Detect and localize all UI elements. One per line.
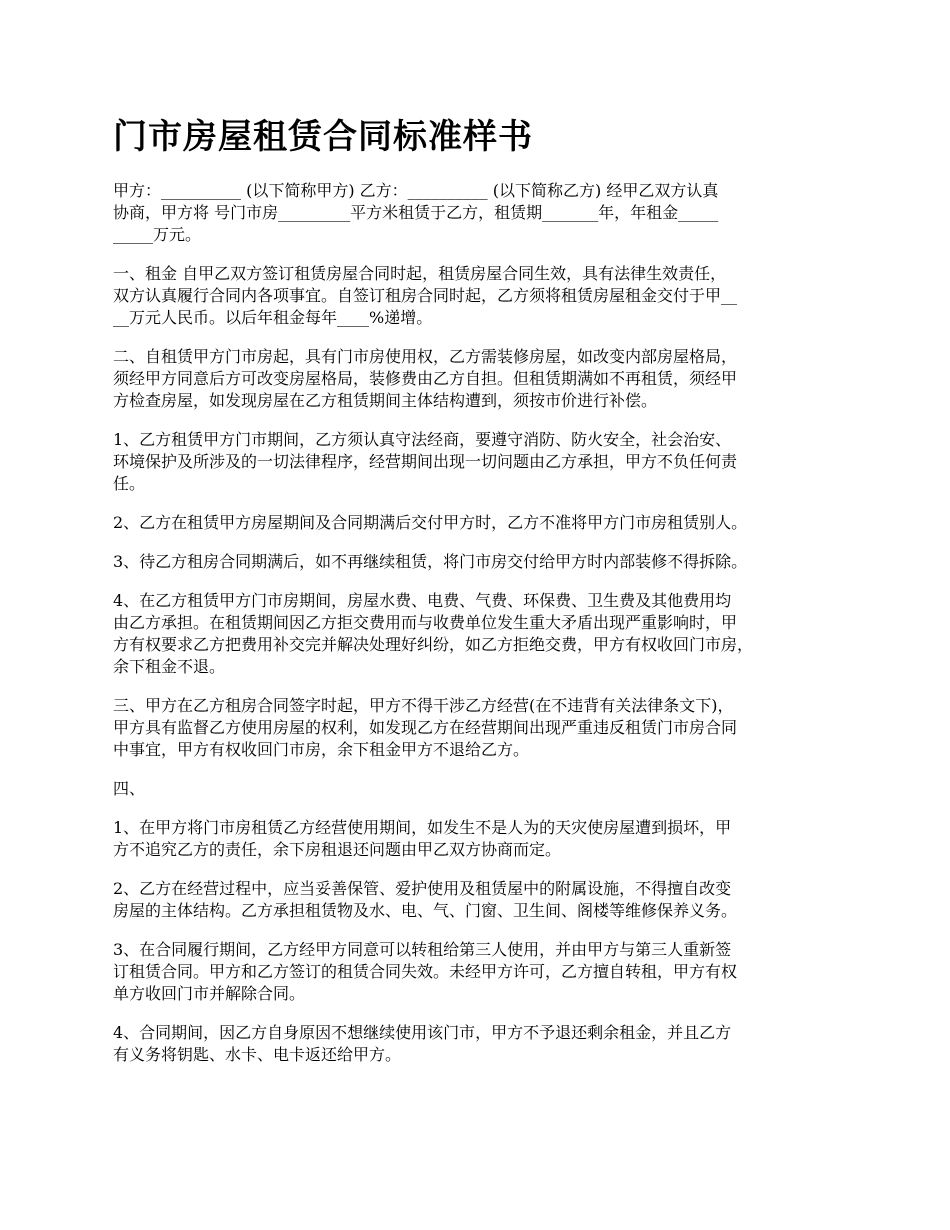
text-line: 三、甲方在乙方租房合同签字时起，甲方不得干涉乙方经营(在不违背有关法律条文下)，: [113, 696, 734, 715]
text-line: 中事宜，甲方有权收回门市房，余下租金甲方不退给乙方。: [113, 740, 530, 759]
text-line: 环境保护及所涉及的一切法律程序，经营期间出现一切问题由乙方承担，甲方不负任何责: [113, 452, 738, 471]
text-line: 方不追究乙方的责任，余下房租退还问题由甲乙双方协商而定。: [113, 840, 562, 859]
text-line: 甲方：__________ (以下简称甲方) 乙方：__________ (以下简称乙方) 经甲乙双方认真: [113, 181, 719, 200]
text-line: 须经甲方同意后方可改变房屋格局，装修费由乙方自担。但租赁期满如不再租赁，须经甲: [113, 369, 738, 388]
text-line: 有义务将钥匙、水卡、电卡返还给甲方。: [113, 1045, 402, 1064]
text-line: 协商，甲方将 号门市房_________平方米租赁于乙方，租赁期_______年，年租金_____: [113, 203, 719, 222]
contract-parties-paragraph: [113, 180, 848, 246]
clause-rent: [113, 263, 848, 329]
text-line: 4、在乙方租赁甲方门市房期间，房屋水费、电费、气费、环保费、卫生费及其他费用均: [113, 591, 732, 610]
clause-item-natural-disaster: [113, 817, 848, 861]
text-line: 1、乙方租赁甲方门市期间，乙方须认真守法经商，要遵守消防、防火安全，社会治安、: [113, 430, 732, 449]
clause-item-early-termination: [113, 1022, 848, 1066]
text-line: 2、乙方在经营过程中，应当妥善保管、爱护使用及租赁屋中的附属设施，不得擅自改变: [113, 879, 732, 898]
text-line: 3、待乙方租房合同期满后，如不再继续租赁，将门市房交付给甲方时内部装修不得拆除。: [113, 552, 748, 571]
text-line: 4、合同期间，因乙方自身原因不想继续使用该门市，甲方不予退还剩余租金，并且乙方: [113, 1023, 732, 1042]
clause-renovation: [113, 346, 848, 412]
text-line: 方检查房屋，如发现房屋在乙方租赁期间主体结构遭到，须按市价进行补偿。: [113, 391, 658, 410]
text-line: 房屋的主体结构。乙方承担租赁物及水、电、气、门窗、卫生间、阁楼等维修保养义务。: [113, 901, 738, 920]
clause-item-maintenance: [113, 878, 848, 922]
text-line: 四、: [113, 779, 146, 798]
document-body: [113, 180, 848, 1083]
text-line: _____万元。: [113, 225, 202, 244]
text-line: 由乙方承担。在租赁期间因乙方拒交费用而与收费单位发生重大矛盾出现严重影响时，甲: [113, 613, 738, 632]
clause-item-utility-fees: [113, 590, 848, 678]
text-line: 任。: [113, 474, 146, 493]
text-line: 一、租金 自甲乙双方签订租赁房屋合同时起，租赁房屋合同生效，具有法律生效责任，: [113, 264, 727, 283]
text-line: 二、自租赁甲方门市房起，具有门市房使用权，乙方需装修房屋，如改变内部房屋格局，: [113, 347, 738, 366]
text-line: 甲方具有监督乙方使用房屋的权利，如发现乙方在经营期间出现严重违反租赁门市房合同: [113, 718, 738, 737]
clause-item-sublease-consent: [113, 939, 848, 1005]
text-line: 2、乙方在租赁甲方房屋期间及合同期满后交付甲方时，乙方不准将甲方门市房租赁别人。: [113, 513, 748, 532]
text-line: 方有权要求乙方把费用补交完并解决处理好纠纷，如乙方拒绝交费，甲方有权收回门市房，: [113, 635, 754, 654]
text-line: 余下租金不退。: [113, 657, 226, 676]
clause-item-no-sublease: [113, 512, 848, 534]
text-line: __万元人民币。以后年租金每年____%递增。: [113, 308, 433, 327]
clause-non-interference: [113, 695, 848, 761]
text-line: 订租赁合同。甲方和乙方签订的租赁合同失效。未经甲方许可，乙方擅自转租，甲方有权: [113, 962, 738, 981]
text-line: 1、在甲方将门市房租赁乙方经营使用期间，如发生不是人为的天灾使房屋遭到损坏，甲: [113, 818, 732, 837]
clause-item-legal-compliance: [113, 429, 848, 495]
clause-four-heading: [113, 778, 848, 800]
text-line: 双方认真履行合同内各项事宜。自签订租房合同时起，乙方须将租赁房屋租金交付于甲__: [113, 286, 738, 305]
document-title: 门市房屋租赁合同标准样书: [113, 117, 533, 157]
text-line: 3、在合同履行期间，乙方经甲方同意可以转租给第三人使用，并由甲方与第三人重新签: [113, 940, 732, 959]
text-line: 单方收回门市并解除合同。: [113, 984, 306, 1003]
clause-item-renovation-retained: [113, 551, 848, 573]
